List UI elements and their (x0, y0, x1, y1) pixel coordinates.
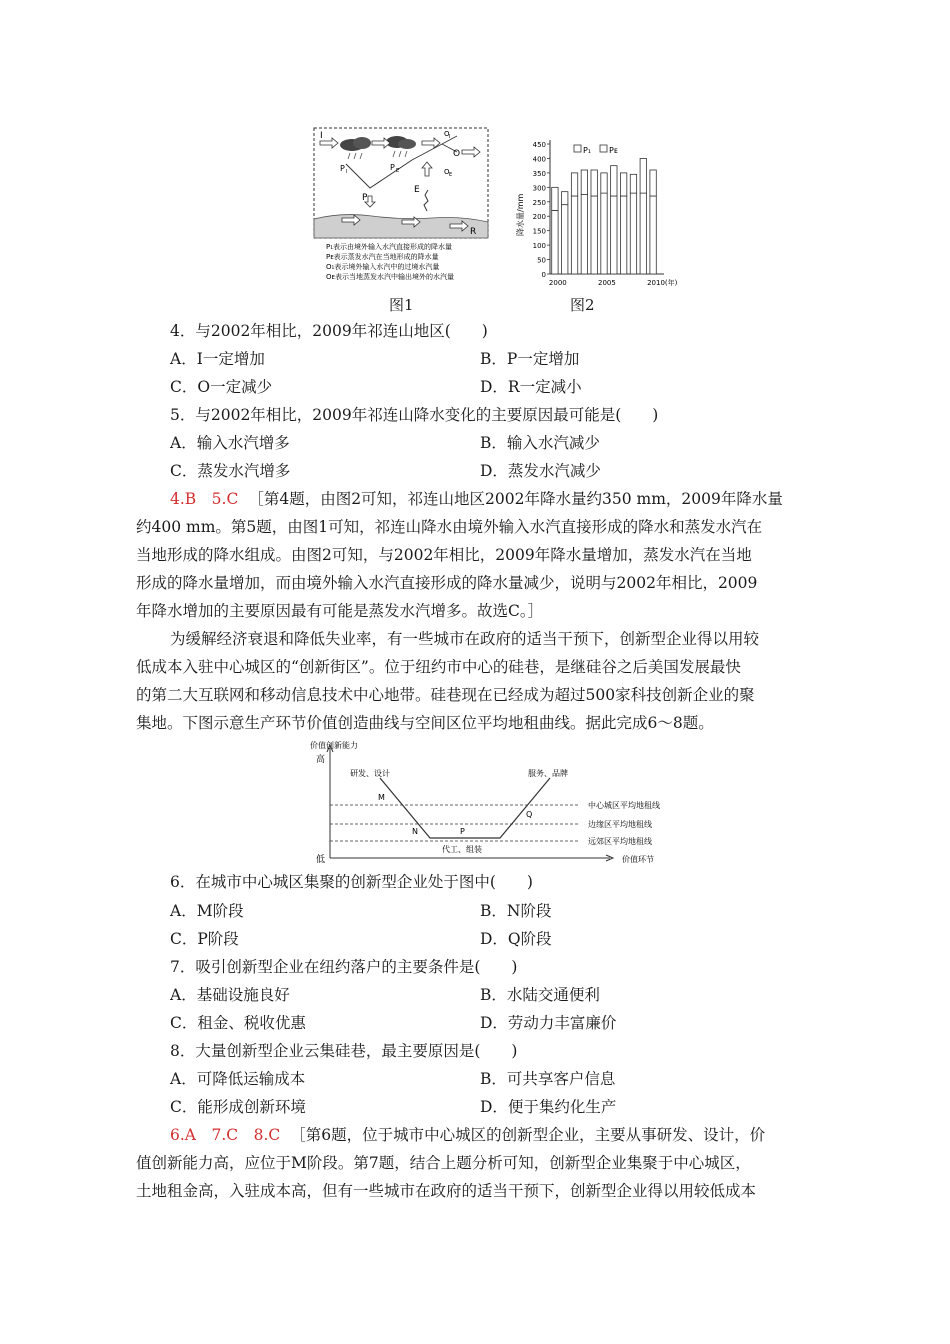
answer-4-5-line-5: 年降水增加的主要原因最有可能是蒸发水汽增多。故选C。］ (136, 602, 544, 620)
fig2-bar-pe (591, 170, 597, 196)
fig2-xtick-label: 2000 (548, 279, 567, 287)
fig2-bar-pe (611, 166, 617, 196)
fig3-low: 低 (316, 855, 326, 865)
figure-1-water-cycle (312, 126, 490, 288)
passage-line-4: 集地。下图示意生产环节价值创造曲线与空间区位平均地租曲线。据此完成6～8题。 (136, 714, 714, 732)
fig3-high: 高 (316, 755, 326, 765)
fig2-bar-p1 (620, 196, 626, 274)
q6-option-a[interactable]: A．M阶段 (170, 902, 244, 920)
fig2-ytick-label: 100 (532, 242, 546, 251)
fig2-bar-p1 (611, 196, 617, 274)
label-E: E (414, 185, 420, 195)
q8-stem: 8．大量创新型企业云集硅巷，最主要原因是( ) (170, 1042, 518, 1060)
fig2-ylabel: 降水量/mm (516, 193, 525, 236)
fig2-ytick-label: 150 (532, 227, 546, 236)
answer-6-8-line-1: 6.A 7.C 8.C ［第6题，位于城市中心城区的创新型企业，主要从事研发、设计，价 (170, 1126, 766, 1144)
legend-pe: Pᴇ (609, 146, 618, 155)
passage-line-3: 的第二大互联网和移动信息技术中心地带。硅巷现在已经成为超过500家科技创新企业的聚 (136, 686, 755, 704)
passage-line-2: 低成本入驻中心城区的“创新街区”。位于纽约市中心的硅巷，是继硅谷之后美国发展最快 (136, 658, 741, 676)
fig3-bottom-label: 代工、组装 (442, 845, 482, 854)
fig2-bar-pe (581, 170, 587, 195)
q5-option-a[interactable]: A．输入水汽增多 (170, 434, 290, 452)
q7-option-b[interactable]: B．水陆交通便利 (480, 986, 600, 1004)
answer-4-5-line-3: 当地形成的降水组成。由图2可知，与2002年相比，2009年降水量增加，蒸发水汽在当地 (136, 546, 752, 564)
fig2-bar-pe (552, 187, 558, 210)
fig3-right-label: 服务、品牌 (528, 769, 568, 778)
fig2-bar-p1 (630, 193, 636, 274)
svg-text:I: I (346, 169, 348, 175)
answer-4-5-line-4: 形成的降水量增加，而由境外输入水汽直接形成的降水量减少，说明与2002年相比，2009 (136, 574, 758, 592)
label-OI: O (444, 130, 450, 138)
q5-stem: 5．与2002年相比，2009年祁连山降水变化的主要原因最可能是( ) (170, 406, 659, 424)
fig2-xtick-label: 2010(年) (647, 279, 678, 287)
fig3-rent-edge: 边缘区平均地租线 (588, 820, 652, 829)
q5-option-d[interactable]: D．蒸发水汽减少 (480, 462, 601, 480)
fig2-bar-pe (650, 170, 656, 196)
fig2-bar-pe (620, 173, 626, 196)
fig3-y-axis-label: 价值创新能力 (310, 741, 358, 750)
q8-option-b[interactable]: B．可共享客户信息 (480, 1070, 616, 1088)
label-OE: O (444, 168, 450, 176)
fig2-bar-pe (640, 158, 646, 193)
q8-option-d[interactable]: D．便于集约化生产 (480, 1098, 617, 1116)
svg-text:E: E (396, 168, 400, 174)
fig2-bar-pe (571, 173, 577, 196)
fig2-bar-p1 (571, 196, 577, 274)
answer-4-5-line-2: 约400 mm。第5题，由图1可知，祁连山降水由境外输入水汽直接形成的降水和蒸发水汽在 (136, 518, 763, 536)
fig2-bar-p1 (601, 193, 607, 274)
fig3-rent-center: 中心城区平均地租线 (588, 801, 660, 810)
label-R: R (470, 227, 477, 237)
answer-6-8-line-2: 值创新能力高，应位于M阶段。第7题，结合上题分析可知，创新型企业集聚于中心城区， (136, 1154, 751, 1172)
fig2-bar-pe (562, 192, 568, 205)
fig2-ytick-label: 300 (532, 184, 546, 193)
fig2-ytick-label: 50 (537, 256, 546, 265)
label-PE: P (390, 163, 395, 172)
answer-key-6-8: 6.A 7.C 8.C (170, 1126, 281, 1144)
passage-line-1: 为缓解经济衰退和降低失业率，有一些城市在政府的适当干预下，创新型企业得以用较 (170, 630, 760, 648)
fig2-bar-pe (601, 173, 607, 193)
fig2-bar-p1 (591, 196, 597, 274)
fig1-legend-1: P₁表示由境外输入水汽直接形成的降水量 (326, 243, 453, 251)
fig3-point-Q: Q (526, 810, 533, 819)
svg-text:E: E (449, 172, 453, 178)
q4-option-d[interactable]: D．R一定减小 (480, 378, 582, 396)
fig2-ytick-label: 400 (532, 155, 546, 164)
fig3-point-P: P (460, 827, 465, 836)
fig2-bar-p1 (650, 196, 656, 274)
q4-option-c[interactable]: C．O一定减少 (170, 378, 273, 396)
fig1-caption: 图1 (389, 296, 414, 314)
fig3-point-N: N (412, 827, 418, 836)
legend-swatch-pe (600, 145, 607, 152)
fig1-legend-3: O₁表示境外输入水汽中的过境水汽量 (326, 263, 440, 271)
fig3-point-M: M (378, 793, 385, 802)
q5-option-b[interactable]: B．输入水汽减少 (480, 434, 600, 452)
label-P1: P (340, 164, 345, 173)
fig2-caption: 图2 (570, 296, 595, 314)
answer-4-5-line-1: 4.B 5.C ［第4题，由图2可知，祁连山地区2002年降水量约350 mm，2009年降水量 (170, 490, 783, 508)
q6-option-b[interactable]: B．N阶段 (480, 902, 552, 920)
q8-option-c[interactable]: C．能形成创新环境 (170, 1098, 306, 1116)
fig1-legend-2: Pᴇ表示蒸发水汽在当地形成的降水量 (326, 253, 439, 261)
fig3-x-axis-label: 价值环节 (622, 855, 654, 864)
q7-stem: 7．吸引创新型企业在纽约落户的主要条件是( ) (170, 958, 518, 976)
q6-option-d[interactable]: D．Q阶段 (480, 930, 552, 948)
label-O: O (453, 149, 461, 159)
figure-3-value-curve (310, 740, 680, 866)
fig1-legend-4: Oᴇ表示当地蒸发水汽中输出境外的水汽量 (326, 273, 454, 281)
fig2-ytick-label: 450 (532, 141, 546, 149)
answer-key-4-5: 4.B 5.C (170, 490, 239, 508)
q7-option-a[interactable]: A．基础设施良好 (170, 986, 290, 1004)
fig2-ytick-label: 0 (541, 271, 546, 279)
fig2-bar-p1 (552, 210, 558, 274)
fig2-ytick-label: 350 (532, 169, 546, 178)
fig2-bar-p1 (562, 205, 568, 274)
q7-option-d[interactable]: D．劳动力丰富廉价 (480, 1014, 617, 1032)
q4-stem: 4．与2002年相比，2009年祁连山地区( ) (170, 322, 488, 340)
fig2-xtick-label: 2005 (598, 279, 616, 287)
figure-2-precip-chart (514, 128, 678, 290)
answer-6-8-line-3: 土地租金高，入驻成本高，但有一些城市在政府的适当干预下，创新型企业得以用较低成本 (136, 1182, 757, 1200)
fig2-ytick-label: 250 (532, 198, 546, 207)
q5-option-c[interactable]: C．蒸发水汽增多 (170, 462, 291, 480)
q8-option-a[interactable]: A．可降低运输成本 (170, 1070, 306, 1088)
svg-text:I: I (449, 134, 451, 140)
fig3-rent-suburb: 远郊区平均地租线 (588, 837, 652, 846)
fig2-bar-p1 (640, 193, 646, 274)
q4-option-a[interactable]: A．I一定增加 (170, 350, 265, 368)
label-I: I (320, 131, 323, 141)
q6-option-c[interactable]: C．P阶段 (170, 930, 239, 948)
fig3-left-label: 研发、设计 (350, 769, 390, 778)
fig2-ytick-label: 200 (532, 213, 546, 222)
q4-option-b[interactable]: B．P一定增加 (480, 350, 580, 368)
legend-swatch-p1 (574, 145, 581, 152)
fig2-bar-pe (630, 174, 636, 193)
fig2-bar-p1 (581, 195, 587, 274)
legend-p1: P₁ (583, 146, 592, 155)
label-P: P (362, 193, 368, 203)
q6-stem: 6．在城市中心城区集聚的创新型企业处于图中( ) (170, 873, 533, 891)
q7-option-c[interactable]: C．租金、税收优惠 (170, 1014, 306, 1032)
